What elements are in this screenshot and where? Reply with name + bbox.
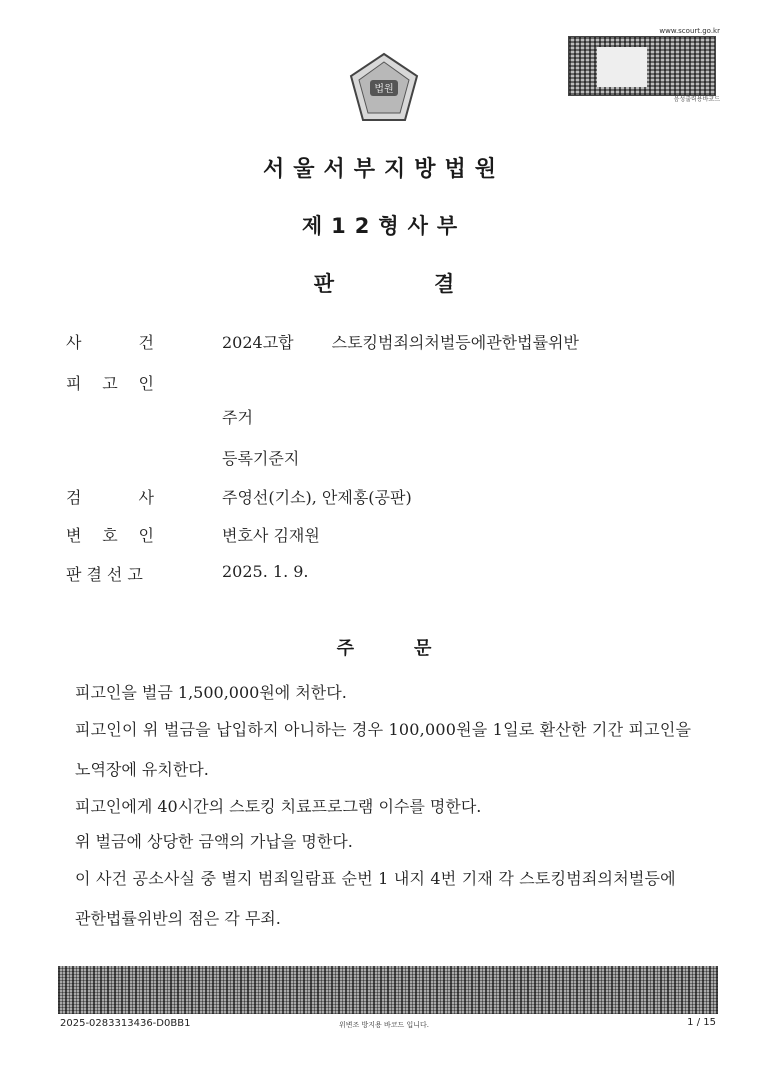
case-charge: 스토킹범죄의처벌등에관한법률위반: [331, 333, 579, 352]
court-name: 서울서부지방법원: [262, 157, 506, 182]
seal-text: 법원: [374, 84, 394, 95]
registration-label: 등록기준지: [222, 449, 300, 468]
sentencing-date-label: 판결선고: [66, 565, 148, 584]
court-seal-icon: [345, 50, 423, 128]
title-char-1: 판: [313, 272, 334, 296]
qr-caption: 음성출력용바코드: [673, 96, 720, 103]
document-id: 2025-0283313436-D0BB1: [60, 1018, 191, 1029]
sentencing-date: 2025. 1. 9.: [222, 562, 309, 581]
order-line-4: 피고인에게 40시간의 스토킹 치료프로그램 이수를 명한다.: [75, 797, 482, 816]
page-number: 1 / 15: [687, 1017, 716, 1028]
division-name: 제12형사부: [301, 214, 467, 238]
case-number: 2024고합 스토킹범죄의처벌등에관한법률위반: [222, 333, 579, 352]
counsel-label: 변 호 인: [66, 526, 154, 545]
order-line-2: 피고인이 위 벌금을 납입하지 아니하는 경우 100,000원을 1일로 환산한 기간 피고인을: [75, 720, 692, 739]
order-heading: 주 문: [336, 638, 432, 659]
barcode-note: 위변조 방지용 바코드 입니다.: [338, 1021, 430, 1029]
prosecutor-value: 주영선(기소), 안제홍(공판): [222, 488, 412, 507]
order-line-3: 노역장에 유치한다.: [75, 760, 209, 779]
order-line-7: 관한법률위반의 점은 각 무죄.: [75, 909, 281, 928]
anti-forgery-barcode: [58, 966, 718, 1014]
title-char-2: 결: [434, 272, 455, 296]
case-label: 사 건: [66, 333, 154, 352]
order-line-5: 위 벌금에 상당한 금액의 가납을 명한다.: [75, 832, 353, 851]
address-label: 주거: [222, 408, 253, 427]
order-line-1: 피고인을 벌금 1,500,000원에 처한다.: [75, 683, 347, 702]
counsel-value: 변호사 김재원: [222, 526, 320, 545]
defendant-label: 피 고 인: [66, 374, 154, 393]
prosecutor-label: 검 사: [66, 488, 154, 507]
qr-code: [568, 36, 716, 96]
order-line-6: 이 사건 공소사실 중 별지 범죄일람표 순번 1 내지 4번 기재 각 스토킹범죄의처벌등에: [75, 869, 676, 888]
document-title: [0, 268, 768, 298]
qr-url: www.scourt.go.kr: [659, 27, 720, 35]
